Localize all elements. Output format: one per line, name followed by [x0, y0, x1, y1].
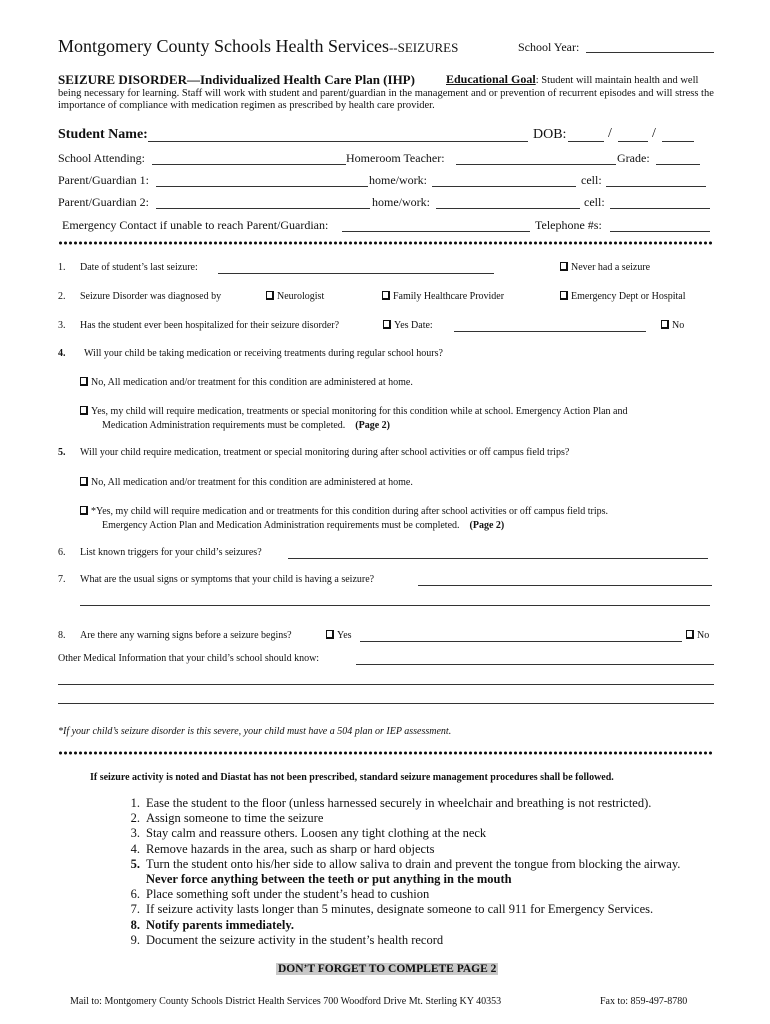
q8-number: 8. — [58, 630, 66, 641]
q4-label: Will your child be taking medication or receiving treatments during regular school hours? — [84, 348, 443, 359]
guardian1-cell-label: cell: — [581, 173, 602, 187]
procedure-steps — [110, 796, 680, 948]
other-medical-line2[interactable] — [58, 684, 714, 685]
checkbox-icon[interactable] — [560, 291, 568, 300]
ihp-heading: SEIZURE DISORDER—Individualized Health Care Plan (IHP) — [58, 72, 415, 87]
q3-date-field[interactable] — [454, 331, 646, 332]
procedure-step: 6. Place something soft under the student’s head to cushion — [130, 887, 430, 902]
guardian1-homework-label: home/work: — [369, 173, 427, 187]
emergency-contact-field[interactable] — [342, 231, 530, 232]
student-name-field[interactable] — [148, 141, 528, 142]
complete-page-2-reminder: DON’T FORGET TO COMPLETE PAGE 2 — [278, 963, 497, 975]
form-title: Montgomery County Schools Health Services--SEIZURES — [58, 36, 459, 56]
checkbox-icon[interactable] — [80, 377, 88, 386]
student-name-label: Student Name: — [58, 127, 148, 142]
checkbox-icon[interactable] — [661, 320, 669, 329]
other-medical-line3[interactable] — [58, 703, 714, 704]
dob-slash: / — [652, 126, 656, 141]
dob-year-field[interactable] — [662, 141, 694, 142]
telephone-label: Telephone #s: — [535, 218, 602, 232]
q8-label: Are there any warning signs before a seizure begins? — [80, 630, 292, 641]
procedure-step: 1. Ease the student to the floor (unless harnessed securely in wheelchair and breathing is not restricted). — [130, 796, 652, 810]
plan-504-note: *If your child’s seizure disorder is this severe, your child must have a 504 plan or IEP assessment. — [58, 726, 452, 737]
guardian2-homework-label: home/work: — [372, 195, 430, 209]
guardian2-label: Parent/Guardian 2: — [58, 195, 149, 209]
q1-label: Date of student’s last seizure: — [80, 262, 198, 273]
q4-yes-option[interactable]: Yes, my child will require medication, treatments or special monitoring for this condition while at school. Emergency Action Plan and — [80, 406, 627, 417]
dob-day-field[interactable] — [618, 141, 648, 142]
q7-label: What are the usual signs or symptoms that your child is having a seizure? — [80, 574, 375, 585]
guardian2-cell-field[interactable] — [610, 208, 710, 209]
homeroom-field[interactable] — [456, 164, 616, 165]
other-medical-label: Other Medical Information that your child’s school should know: — [58, 653, 320, 664]
educational-goal: Educational Goal: Student will maintain health and well being necessary for learning. Staff will work with student and parent/guardian in the management and or prevention of recurrent episodes and will stress the importance of compliance with medication regimen as prescribed by health care provider. — [58, 72, 714, 111]
procedure-step: 4. Remove hazards in the area, such as sharp or hard objects — [130, 841, 435, 856]
dotted-divider — [58, 751, 714, 755]
q5-number: 5. — [58, 447, 66, 458]
q1-never-option[interactable]: Never had a seizure — [560, 262, 650, 273]
q5-yes-option[interactable]: *Yes, my child will require medication and or treatments for this condition during after school activities or off campus field trips. — [80, 506, 608, 517]
telephone-field[interactable] — [610, 231, 710, 232]
q2-number: 2. — [58, 291, 66, 302]
q6-label: List known triggers for your child’s seizures? — [80, 547, 262, 558]
guardian2-field[interactable] — [156, 208, 370, 209]
other-medical-field[interactable] — [356, 664, 714, 665]
school-year-field[interactable] — [586, 52, 714, 53]
q3-label: Has the student ever been hospitalized for their seizure disorder? — [80, 320, 340, 331]
fax-number: Fax to: 859-497-8780 — [600, 996, 688, 1007]
school-attending-field[interactable] — [152, 164, 346, 165]
guardian2-cell-label: cell: — [584, 195, 605, 209]
guardian1-field[interactable] — [156, 186, 368, 187]
q4-yes-continued: Medication Administration requirements must be completed. (Page 2) — [102, 420, 390, 431]
dotted-divider — [58, 241, 714, 245]
homeroom-label: Homeroom Teacher: — [346, 151, 445, 165]
dob-month-field[interactable] — [568, 141, 604, 142]
q2-label: Seizure Disorder was diagnosed by — [80, 291, 222, 302]
procedure-step: 3. Stay calm and reassure others. Loosen any tight clothing at the neck — [130, 826, 487, 841]
emergency-contact-label: Emergency Contact if unable to reach Parent/Guardian: — [62, 218, 329, 232]
q5-no-option[interactable]: No, All medication and/or treatment for this condition are administered at home. — [80, 477, 413, 488]
procedure-step: 7. If seizure activity lasts longer than 5 minutes, designate someone to call 911 for Emergency Services. — [130, 902, 654, 917]
q5-yes-continued: Emergency Action Plan and Medication Administration requirements must be completed. (Page 2) — [102, 520, 505, 531]
checkbox-icon[interactable] — [326, 630, 334, 639]
mail-to-address: Mail to: Montgomery County Schools District Health Services 700 Woodford Drive Mt. Sterling KY 40353 — [70, 996, 502, 1007]
q8-no-option[interactable]: No — [686, 630, 709, 641]
q5-label: Will your child require medication, treatment or special monitoring during after school activities or off campus field trips? — [80, 447, 570, 458]
q1-number: 1. — [58, 262, 66, 273]
q3-number: 3. — [58, 320, 66, 331]
guardian1-label: Parent/Guardian 1: — [58, 173, 149, 187]
checkbox-icon[interactable] — [80, 477, 88, 486]
q2-emergency-option[interactable]: Emergency Dept or Hospital — [560, 291, 686, 302]
q7-field[interactable] — [418, 585, 712, 586]
q7-number: 7. — [58, 574, 66, 585]
grade-label: Grade: — [617, 151, 650, 165]
dob-label: DOB: — [533, 127, 567, 142]
checkbox-icon[interactable] — [383, 320, 391, 329]
grade-field[interactable] — [656, 164, 700, 165]
q6-number: 6. — [58, 547, 66, 558]
school-year-label: School Year: — [518, 40, 580, 54]
checkbox-icon[interactable] — [80, 506, 88, 515]
q2-family-provider-option[interactable]: Family Healthcare Provider — [382, 291, 504, 302]
q8-yes-option[interactable]: Yes — [326, 630, 352, 641]
checkbox-icon[interactable] — [382, 291, 390, 300]
procedure-step: 8. Notify parents immediately. — [130, 917, 295, 932]
school-attending-label: School Attending: — [58, 151, 145, 165]
dob-slash: / — [608, 126, 612, 141]
q6-field[interactable] — [288, 558, 708, 559]
procedures-heading: If seizure activity is noted and Diastat has not been prescribed, standard seizure management procedures shall be followed. — [90, 772, 614, 783]
guardian2-homework-field[interactable] — [436, 208, 580, 209]
procedure-step: 5. Turn the student onto his/her side to allow saliva to drain and prevent the tongue from blocking the airway. — [130, 856, 681, 871]
q2-neurologist-option[interactable]: Neurologist — [266, 291, 324, 302]
q3-no-option[interactable]: No — [661, 320, 684, 331]
procedure-step: 9. Document the seizure activity in the student’s health record — [130, 932, 444, 947]
guardian1-homework-field[interactable] — [432, 186, 576, 187]
checkbox-icon[interactable] — [560, 262, 568, 271]
procedure-step-warning: Never force anything between the teeth or put anything in the mouth — [146, 872, 512, 887]
guardian1-cell-field[interactable] — [606, 186, 706, 187]
procedure-step: 2. Assign someone to time the seizure — [130, 811, 324, 826]
q4-no-option[interactable]: No, All medication and/or treatment for this condition are administered at home. — [80, 377, 413, 388]
checkbox-icon[interactable] — [266, 291, 274, 300]
checkbox-icon[interactable] — [686, 630, 694, 639]
q3-yes-option[interactable]: Yes Date: — [383, 320, 433, 331]
checkbox-icon[interactable] — [80, 406, 88, 415]
q4-number: 4. — [58, 348, 66, 359]
q1-field[interactable] — [218, 273, 494, 274]
q7-field-line2[interactable] — [80, 605, 710, 606]
q8-field[interactable] — [360, 641, 682, 642]
